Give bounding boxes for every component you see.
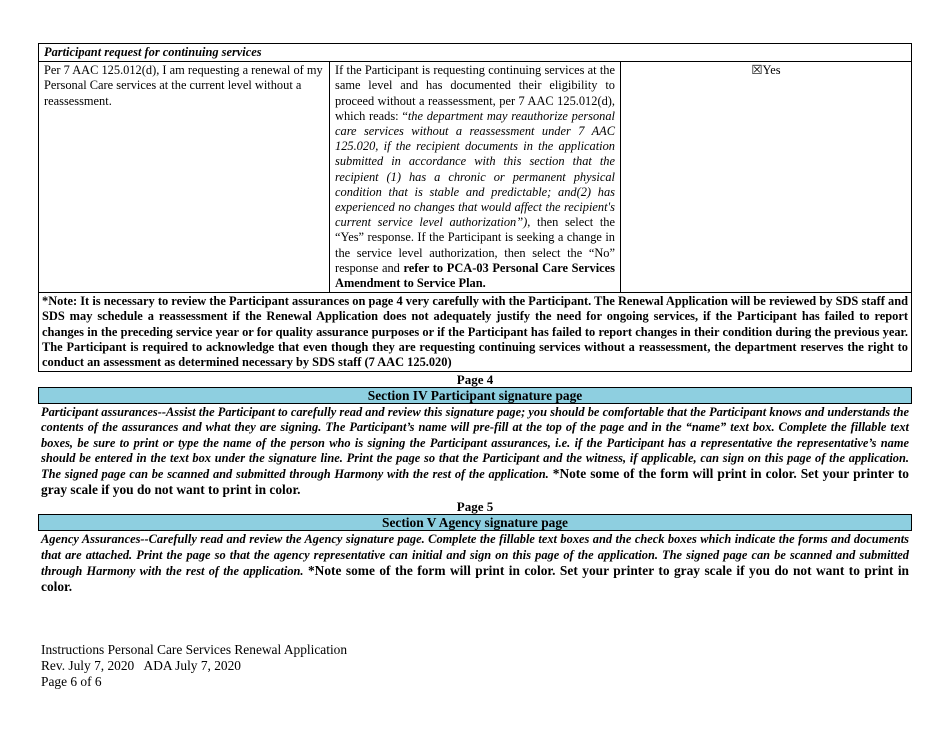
agency-assurances-body: Agency Assurances--Carefully read and review the Agency signature page. Complete the fillable text boxes and the check boxes which indicate the forms and documents that are attached. Print the page so that the agency representative can initial and sign on this page of the application. The signed page can be scanned and submitted through Harmony with the rest of the application. [41,532,909,578]
page-5-label: Page 5 [456,499,494,515]
print-color-note: *Note some of the form will print in color. Set your printer to gray scale if you do not want to print in color. [41,466,909,498]
table-header: Participant request for continuing services [39,44,912,62]
instruction-intro: If the Participant is requesting continuing services at the same level and has documented their eligibility to proceed without a reassessment, per 7 AAC 125.012(d), which reads: “ [335,63,615,123]
request-statement-cell: Per 7 AAC 125.012(d), I am requesting a renewal of my Personal Care services at the current level without a reassessment. [39,62,330,293]
yes-checkbox[interactable]: ☒Yes [621,62,912,293]
continuing-services-table [38,43,912,372]
section-iv-title: Section IV Participant signature page [38,387,912,404]
section-v-title: Section V Agency signature page [38,514,912,531]
document-body [38,43,912,596]
participant-assurances-body: Participant assurances--Assist the Participant to carefully read and review this signature page; you should be comfortable that the Participant knows and understands the contents of the assurances and what they are signing. The Participant’s name will pre-fill at the top of the page and in the “name” text box. Complete the fillable text boxes, be sure to print or type the name of the person who is signing the Participant assurances, i.e. if the Participant has a representative the representative’s name should be entered in the text box under the signature line. Print the page so that the Participant and the witness, if applicable, can sign on this page of the application. The signed page can be scanned and submitted through Harmony with the rest of the application. [41,405,909,482]
page-footer [41,642,347,690]
instruction-cell [330,62,621,293]
amendment-reference: refer to PCA-03 Personal Care Services Amendment to Service Plan. [335,260,615,291]
participant-assurances-text [38,404,912,499]
regulation-quote: the department may reauthorize personal care services without a reassessment under 7 AAC 125.020, if the recipient documents in the application submitted in accordance with this section that the recipient (1) has a chronic or permanent physical condition that is stable and predictable; and(2) has experienced no changes that would affect the recipient's current service level authorization”) [335,108,615,230]
footer-title: Instructions Personal Care Services Renewal Application [41,642,348,657]
agency-assurances-text [38,531,912,596]
footer-page-number: Page 6 of 6 [41,674,102,689]
page-4-label: Page 4 [456,372,494,388]
print-color-note: *Note some of the form will print in color. Set your printer to gray scale if you do not want to print in color. [41,562,909,595]
reassessment-note: *Note: It is necessary to review the Participant assurances on page 4 very carefully with the Participant. The Renewal Application will be reviewed by SDS staff and SDS may schedule a reassessment if the Renewal Application does not adequately justify the need for ongoing services, if the Participant has failed to report changes in the preceding service year or for quality assurance purposes or if the Participant has failed to report changes in their condition during the previous year. The Participant is required to acknowledge that even though they are requesting continuing services without a reassessment, the department reserves the right to conduct an assessment as determined necessary by SDS staff (7 AAC 125.020) [39,293,912,372]
table-row [39,62,912,293]
footer-revision: Rev. July 7, 2020 ADA July 7, 2020 [41,658,242,673]
instruction-rest: , then select the “Yes” response. If the Participant is seeking a change in the service level authorization, then select the “No” response and [335,215,615,275]
